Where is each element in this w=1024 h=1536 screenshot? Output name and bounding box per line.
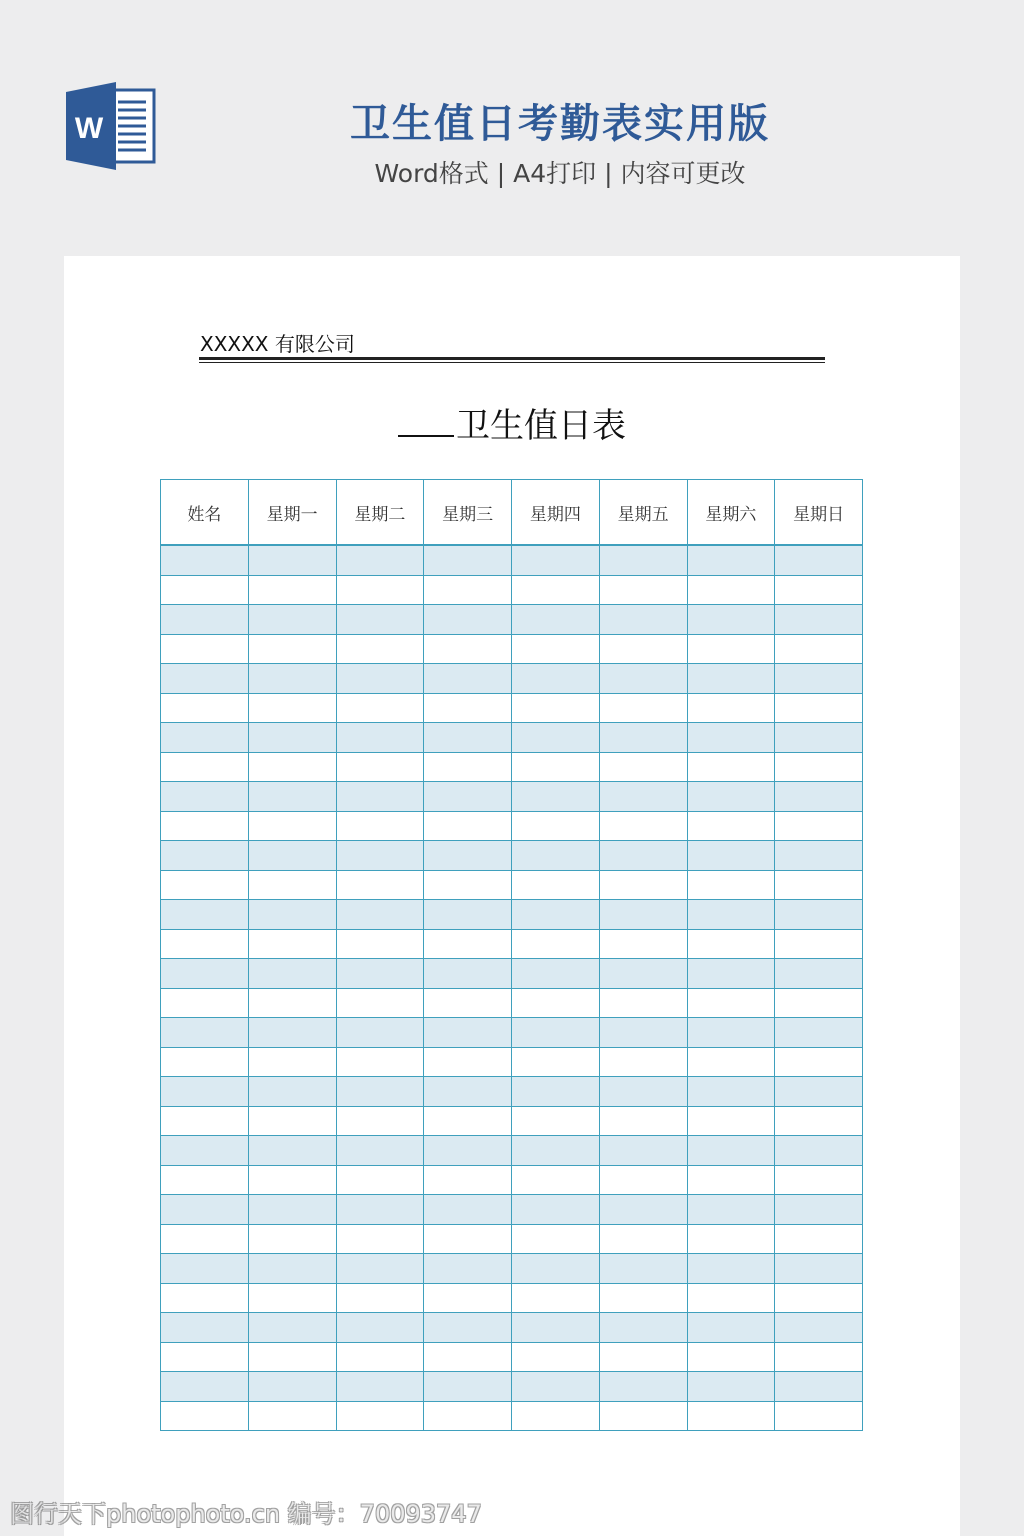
table-cell[interactable]	[424, 1224, 512, 1254]
table-cell[interactable]	[599, 664, 687, 694]
table-cell[interactable]	[336, 782, 424, 812]
table-row	[161, 1136, 863, 1166]
table-cell[interactable]	[599, 900, 687, 930]
table-cell[interactable]	[599, 1372, 687, 1402]
table-cell[interactable]	[424, 634, 512, 664]
table-cell[interactable]	[775, 1283, 863, 1313]
table-cell[interactable]	[687, 782, 775, 812]
company-name: XXXXX 有限公司	[200, 332, 355, 356]
table-cell[interactable]	[599, 634, 687, 664]
table-cell[interactable]	[161, 723, 249, 753]
table-cell[interactable]	[248, 1313, 336, 1343]
header-rule	[199, 357, 825, 360]
table-cell[interactable]	[248, 1018, 336, 1048]
table-cell[interactable]	[599, 811, 687, 841]
table-cell[interactable]	[512, 723, 600, 753]
table-cell[interactable]	[161, 1283, 249, 1313]
table-cell[interactable]	[687, 959, 775, 989]
table-cell[interactable]	[512, 1313, 600, 1343]
table-cell[interactable]	[687, 900, 775, 930]
table-cell[interactable]	[687, 1283, 775, 1313]
table-row	[161, 1077, 863, 1107]
table-cell[interactable]	[599, 1195, 687, 1225]
table-row	[161, 723, 863, 753]
table-cell[interactable]	[161, 1342, 249, 1372]
table-cell[interactable]	[775, 723, 863, 753]
table-cell[interactable]	[775, 605, 863, 635]
table-row	[161, 575, 863, 605]
table-cell[interactable]	[775, 841, 863, 871]
table-cell[interactable]	[687, 1224, 775, 1254]
table-row	[161, 959, 863, 989]
table-cell[interactable]	[161, 1401, 249, 1431]
table-cell[interactable]	[775, 1313, 863, 1343]
table-row	[161, 900, 863, 930]
table-cell[interactable]	[336, 841, 424, 871]
table-cell[interactable]	[424, 900, 512, 930]
table-row	[161, 1106, 863, 1136]
table-cell[interactable]	[424, 1106, 512, 1136]
table-cell[interactable]	[687, 545, 775, 575]
table-row	[161, 1195, 863, 1225]
table-cell[interactable]	[775, 959, 863, 989]
table-cell[interactable]	[248, 693, 336, 723]
table-body	[161, 545, 863, 1431]
header-rule-thin	[199, 362, 825, 363]
table-cell[interactable]	[336, 1018, 424, 1048]
table-cell[interactable]	[424, 575, 512, 605]
table-cell[interactable]	[687, 634, 775, 664]
table-cell[interactable]	[248, 1283, 336, 1313]
table-cell[interactable]	[161, 1372, 249, 1402]
table-cell[interactable]	[424, 929, 512, 959]
table-cell[interactable]	[161, 664, 249, 694]
table-cell[interactable]	[336, 723, 424, 753]
table-cell[interactable]	[599, 605, 687, 635]
table-cell[interactable]	[161, 1047, 249, 1077]
table-cell[interactable]	[687, 988, 775, 1018]
table-cell[interactable]	[687, 752, 775, 782]
word-logo-icon	[64, 80, 156, 172]
table-cell[interactable]	[161, 1224, 249, 1254]
table-cell[interactable]	[336, 1254, 424, 1284]
table-cell[interactable]	[599, 545, 687, 575]
table-cell[interactable]	[248, 752, 336, 782]
table-cell[interactable]	[775, 870, 863, 900]
table-cell[interactable]	[775, 811, 863, 841]
table-cell[interactable]	[599, 575, 687, 605]
table-row	[161, 545, 863, 575]
table-cell[interactable]	[599, 782, 687, 812]
table-cell[interactable]	[512, 664, 600, 694]
table-cell[interactable]	[512, 1342, 600, 1372]
table-cell[interactable]	[161, 1136, 249, 1166]
table-row	[161, 841, 863, 871]
table-cell[interactable]	[687, 1254, 775, 1284]
table-cell[interactable]	[775, 693, 863, 723]
table-row	[161, 1165, 863, 1195]
table-cell[interactable]	[775, 1165, 863, 1195]
table-cell[interactable]	[424, 752, 512, 782]
table-cell[interactable]	[161, 841, 249, 871]
table-cell[interactable]	[248, 664, 336, 694]
table-cell[interactable]	[424, 959, 512, 989]
table-cell[interactable]	[248, 605, 336, 635]
table-cell[interactable]	[599, 959, 687, 989]
table-cell[interactable]	[161, 1254, 249, 1284]
table-cell[interactable]	[599, 1313, 687, 1343]
table-cell[interactable]	[248, 1047, 336, 1077]
table-cell[interactable]	[599, 1018, 687, 1048]
table-cell[interactable]	[424, 1342, 512, 1372]
table-cell[interactable]	[336, 1106, 424, 1136]
table-cell[interactable]	[512, 959, 600, 989]
table-cell[interactable]	[687, 1195, 775, 1225]
table-cell[interactable]	[512, 1254, 600, 1284]
table-cell[interactable]	[687, 870, 775, 900]
table-cell[interactable]	[336, 1195, 424, 1225]
table-cell[interactable]	[599, 1401, 687, 1431]
table-cell[interactable]	[775, 782, 863, 812]
table-cell[interactable]	[599, 752, 687, 782]
table-cell[interactable]	[161, 1313, 249, 1343]
table-cell[interactable]	[687, 1372, 775, 1402]
table-cell[interactable]	[161, 1195, 249, 1225]
table-cell[interactable]	[775, 545, 863, 575]
table-cell[interactable]	[336, 900, 424, 930]
table-cell[interactable]	[775, 1077, 863, 1107]
duty-roster-table	[160, 479, 863, 1431]
table-cell[interactable]	[775, 1195, 863, 1225]
table-cell[interactable]	[424, 723, 512, 753]
table-cell[interactable]	[161, 575, 249, 605]
header-thursday: 星期四	[512, 480, 600, 546]
table-cell[interactable]	[248, 1342, 336, 1372]
table-cell[interactable]	[161, 545, 249, 575]
header-wednesday: 星期三	[424, 480, 512, 546]
table-cell[interactable]	[512, 870, 600, 900]
table-cell[interactable]	[248, 1372, 336, 1402]
table-row	[161, 1224, 863, 1254]
banner-title: 卫生值日考勤表实用版	[350, 101, 770, 147]
table-cell[interactable]	[336, 664, 424, 694]
table-cell[interactable]	[161, 988, 249, 1018]
table-cell[interactable]	[599, 723, 687, 753]
table-cell[interactable]	[775, 1018, 863, 1048]
table-cell[interactable]	[424, 811, 512, 841]
table-cell[interactable]	[512, 634, 600, 664]
table-cell[interactable]	[424, 1047, 512, 1077]
header-saturday: 星期六	[687, 480, 775, 546]
table-cell[interactable]	[599, 1224, 687, 1254]
table-cell[interactable]	[424, 693, 512, 723]
table-cell[interactable]	[336, 1165, 424, 1195]
table-cell[interactable]	[248, 782, 336, 812]
table-cell[interactable]	[336, 1342, 424, 1372]
table-cell[interactable]	[687, 605, 775, 635]
table-cell[interactable]	[512, 575, 600, 605]
table-cell[interactable]	[336, 1372, 424, 1402]
table-cell[interactable]	[248, 988, 336, 1018]
table-cell[interactable]	[424, 1077, 512, 1107]
table-cell[interactable]	[336, 870, 424, 900]
table-cell[interactable]	[512, 1136, 600, 1166]
table-cell[interactable]	[248, 1254, 336, 1284]
table-cell[interactable]	[599, 929, 687, 959]
table-cell[interactable]	[336, 988, 424, 1018]
table-cell[interactable]	[512, 1047, 600, 1077]
header-tuesday: 星期二	[336, 480, 424, 546]
table-cell[interactable]	[336, 605, 424, 635]
document-title	[64, 398, 960, 447]
table-row	[161, 634, 863, 664]
table-cell[interactable]	[687, 693, 775, 723]
table-row	[161, 1283, 863, 1313]
table-row	[161, 693, 863, 723]
table-cell[interactable]	[687, 575, 775, 605]
table-cell[interactable]	[599, 1342, 687, 1372]
table-header-row	[161, 480, 863, 546]
table-cell[interactable]	[248, 1195, 336, 1225]
table-cell[interactable]	[248, 811, 336, 841]
table-cell[interactable]	[161, 1106, 249, 1136]
table-cell[interactable]	[161, 1165, 249, 1195]
table-row	[161, 1372, 863, 1402]
table-cell[interactable]	[248, 1077, 336, 1107]
table-cell[interactable]	[687, 723, 775, 753]
table-cell[interactable]	[687, 1047, 775, 1077]
table-cell[interactable]	[512, 545, 600, 575]
table-row	[161, 929, 863, 959]
table-cell[interactable]	[599, 870, 687, 900]
table-cell[interactable]	[687, 929, 775, 959]
table-cell[interactable]	[775, 929, 863, 959]
table-cell[interactable]	[599, 841, 687, 871]
table-cell[interactable]	[336, 1047, 424, 1077]
table-cell[interactable]	[775, 575, 863, 605]
table-cell[interactable]	[775, 988, 863, 1018]
table-cell[interactable]	[687, 841, 775, 871]
table-cell[interactable]	[248, 1136, 336, 1166]
watermark-text: 图行天下photophoto.cn 编号：70093747	[10, 1500, 482, 1528]
table-cell[interactable]	[512, 1077, 600, 1107]
table-cell[interactable]	[424, 545, 512, 575]
table-row	[161, 1342, 863, 1372]
table-cell[interactable]	[512, 1283, 600, 1313]
table-cell[interactable]	[424, 1018, 512, 1048]
table-cell[interactable]	[775, 664, 863, 694]
table-cell[interactable]	[161, 929, 249, 959]
table-cell[interactable]	[161, 870, 249, 900]
table-row	[161, 1401, 863, 1431]
table-cell[interactable]	[336, 752, 424, 782]
table-cell[interactable]	[687, 1401, 775, 1431]
table-cell[interactable]	[161, 1077, 249, 1107]
table-cell[interactable]	[775, 752, 863, 782]
header-monday: 星期一	[248, 480, 336, 546]
table-cell[interactable]	[687, 1106, 775, 1136]
document-page	[64, 256, 960, 1536]
table-cell[interactable]	[424, 1195, 512, 1225]
table-cell[interactable]	[775, 1047, 863, 1077]
table-cell[interactable]	[161, 959, 249, 989]
table-row	[161, 664, 863, 694]
table-cell[interactable]	[512, 693, 600, 723]
table-cell[interactable]	[424, 1372, 512, 1402]
table-cell[interactable]	[424, 782, 512, 812]
table-cell[interactable]	[775, 1224, 863, 1254]
table-cell[interactable]	[775, 1342, 863, 1372]
table-cell[interactable]	[424, 605, 512, 635]
table-row	[161, 1047, 863, 1077]
table-cell[interactable]	[599, 1047, 687, 1077]
table-cell[interactable]	[512, 1018, 600, 1048]
table-cell[interactable]	[775, 1372, 863, 1402]
table-row	[161, 752, 863, 782]
table-cell[interactable]	[336, 1224, 424, 1254]
table-cell[interactable]	[248, 929, 336, 959]
table-row	[161, 1254, 863, 1284]
header-sunday: 星期日	[775, 480, 863, 546]
table-cell[interactable]	[248, 1165, 336, 1195]
table-cell[interactable]	[336, 811, 424, 841]
table-cell[interactable]	[599, 1165, 687, 1195]
table-cell[interactable]	[512, 900, 600, 930]
table-cell[interactable]	[599, 693, 687, 723]
table-cell[interactable]	[424, 988, 512, 1018]
table-cell[interactable]	[161, 752, 249, 782]
table-row	[161, 1018, 863, 1048]
table-cell[interactable]	[336, 1401, 424, 1431]
table-cell[interactable]	[599, 1254, 687, 1284]
table-cell[interactable]	[599, 1077, 687, 1107]
table-cell[interactable]	[248, 634, 336, 664]
table-cell[interactable]	[424, 841, 512, 871]
table-cell[interactable]	[248, 545, 336, 575]
title-blank-line	[398, 403, 454, 437]
banner-subtitle: Word格式 | A4打印 | 内容可更改	[374, 159, 746, 188]
table-cell[interactable]	[687, 811, 775, 841]
table-cell[interactable]	[512, 1195, 600, 1225]
table-cell[interactable]	[599, 1283, 687, 1313]
table-cell[interactable]	[687, 1077, 775, 1107]
table-cell[interactable]	[512, 1401, 600, 1431]
table-row	[161, 811, 863, 841]
table-cell[interactable]	[336, 1077, 424, 1107]
table-cell[interactable]	[161, 782, 249, 812]
table-cell[interactable]	[775, 1106, 863, 1136]
table-cell[interactable]	[248, 1401, 336, 1431]
table-cell[interactable]	[687, 1313, 775, 1343]
word-logo-letter: W	[74, 112, 104, 145]
table-cell[interactable]	[512, 782, 600, 812]
table-cell[interactable]	[336, 634, 424, 664]
table-cell[interactable]	[512, 841, 600, 871]
table-cell[interactable]	[775, 1401, 863, 1431]
table-cell[interactable]	[687, 1342, 775, 1372]
table-cell[interactable]	[161, 900, 249, 930]
header-friday: 星期五	[599, 480, 687, 546]
table-cell[interactable]	[512, 1165, 600, 1195]
table-cell[interactable]	[687, 1165, 775, 1195]
document-title-text: 卫生值日表	[456, 406, 626, 446]
table-cell[interactable]	[336, 693, 424, 723]
table-cell[interactable]	[336, 575, 424, 605]
table-cell[interactable]	[161, 634, 249, 664]
table-row	[161, 782, 863, 812]
table-cell[interactable]	[248, 900, 336, 930]
table-cell[interactable]	[687, 1018, 775, 1048]
table-cell[interactable]	[336, 929, 424, 959]
table-cell[interactable]	[424, 1136, 512, 1166]
table-cell[interactable]	[512, 605, 600, 635]
table-cell[interactable]	[512, 811, 600, 841]
table-cell[interactable]	[424, 1254, 512, 1284]
table-cell[interactable]	[161, 811, 249, 841]
table-cell[interactable]	[248, 575, 336, 605]
table-cell[interactable]	[687, 1136, 775, 1166]
table-cell[interactable]	[512, 752, 600, 782]
table-cell[interactable]	[336, 545, 424, 575]
table-cell[interactable]	[248, 1224, 336, 1254]
table-row	[161, 870, 863, 900]
table-cell[interactable]	[336, 1313, 424, 1343]
table-cell[interactable]	[248, 959, 336, 989]
table-row	[161, 1313, 863, 1343]
table-cell[interactable]	[512, 988, 600, 1018]
table-cell[interactable]	[424, 1165, 512, 1195]
table-cell[interactable]	[687, 664, 775, 694]
table-cell[interactable]	[775, 1136, 863, 1166]
table-cell[interactable]	[336, 1136, 424, 1166]
table-cell[interactable]	[161, 693, 249, 723]
table-cell[interactable]	[512, 929, 600, 959]
table-cell[interactable]	[599, 1136, 687, 1166]
table-cell[interactable]	[512, 1106, 600, 1136]
table-cell[interactable]	[161, 605, 249, 635]
table-cell[interactable]	[599, 1106, 687, 1136]
table-cell[interactable]	[336, 959, 424, 989]
table-row	[161, 988, 863, 1018]
table-row	[161, 605, 863, 635]
table-cell[interactable]	[336, 1283, 424, 1313]
table-cell[interactable]	[599, 988, 687, 1018]
table-cell[interactable]	[775, 634, 863, 664]
table-cell[interactable]	[424, 664, 512, 694]
table-cell[interactable]	[248, 841, 336, 871]
table-cell[interactable]	[512, 1372, 600, 1402]
header-name: 姓名	[161, 480, 249, 546]
table-cell[interactable]	[775, 1254, 863, 1284]
table-cell[interactable]	[161, 1018, 249, 1048]
table-cell[interactable]	[424, 1313, 512, 1343]
table-cell[interactable]	[775, 900, 863, 930]
table-cell[interactable]	[248, 1106, 336, 1136]
table-cell[interactable]	[424, 1283, 512, 1313]
table-cell[interactable]	[248, 870, 336, 900]
table-cell[interactable]	[248, 723, 336, 753]
table-cell[interactable]	[424, 870, 512, 900]
table-cell[interactable]	[424, 1401, 512, 1431]
table-cell[interactable]	[512, 1224, 600, 1254]
